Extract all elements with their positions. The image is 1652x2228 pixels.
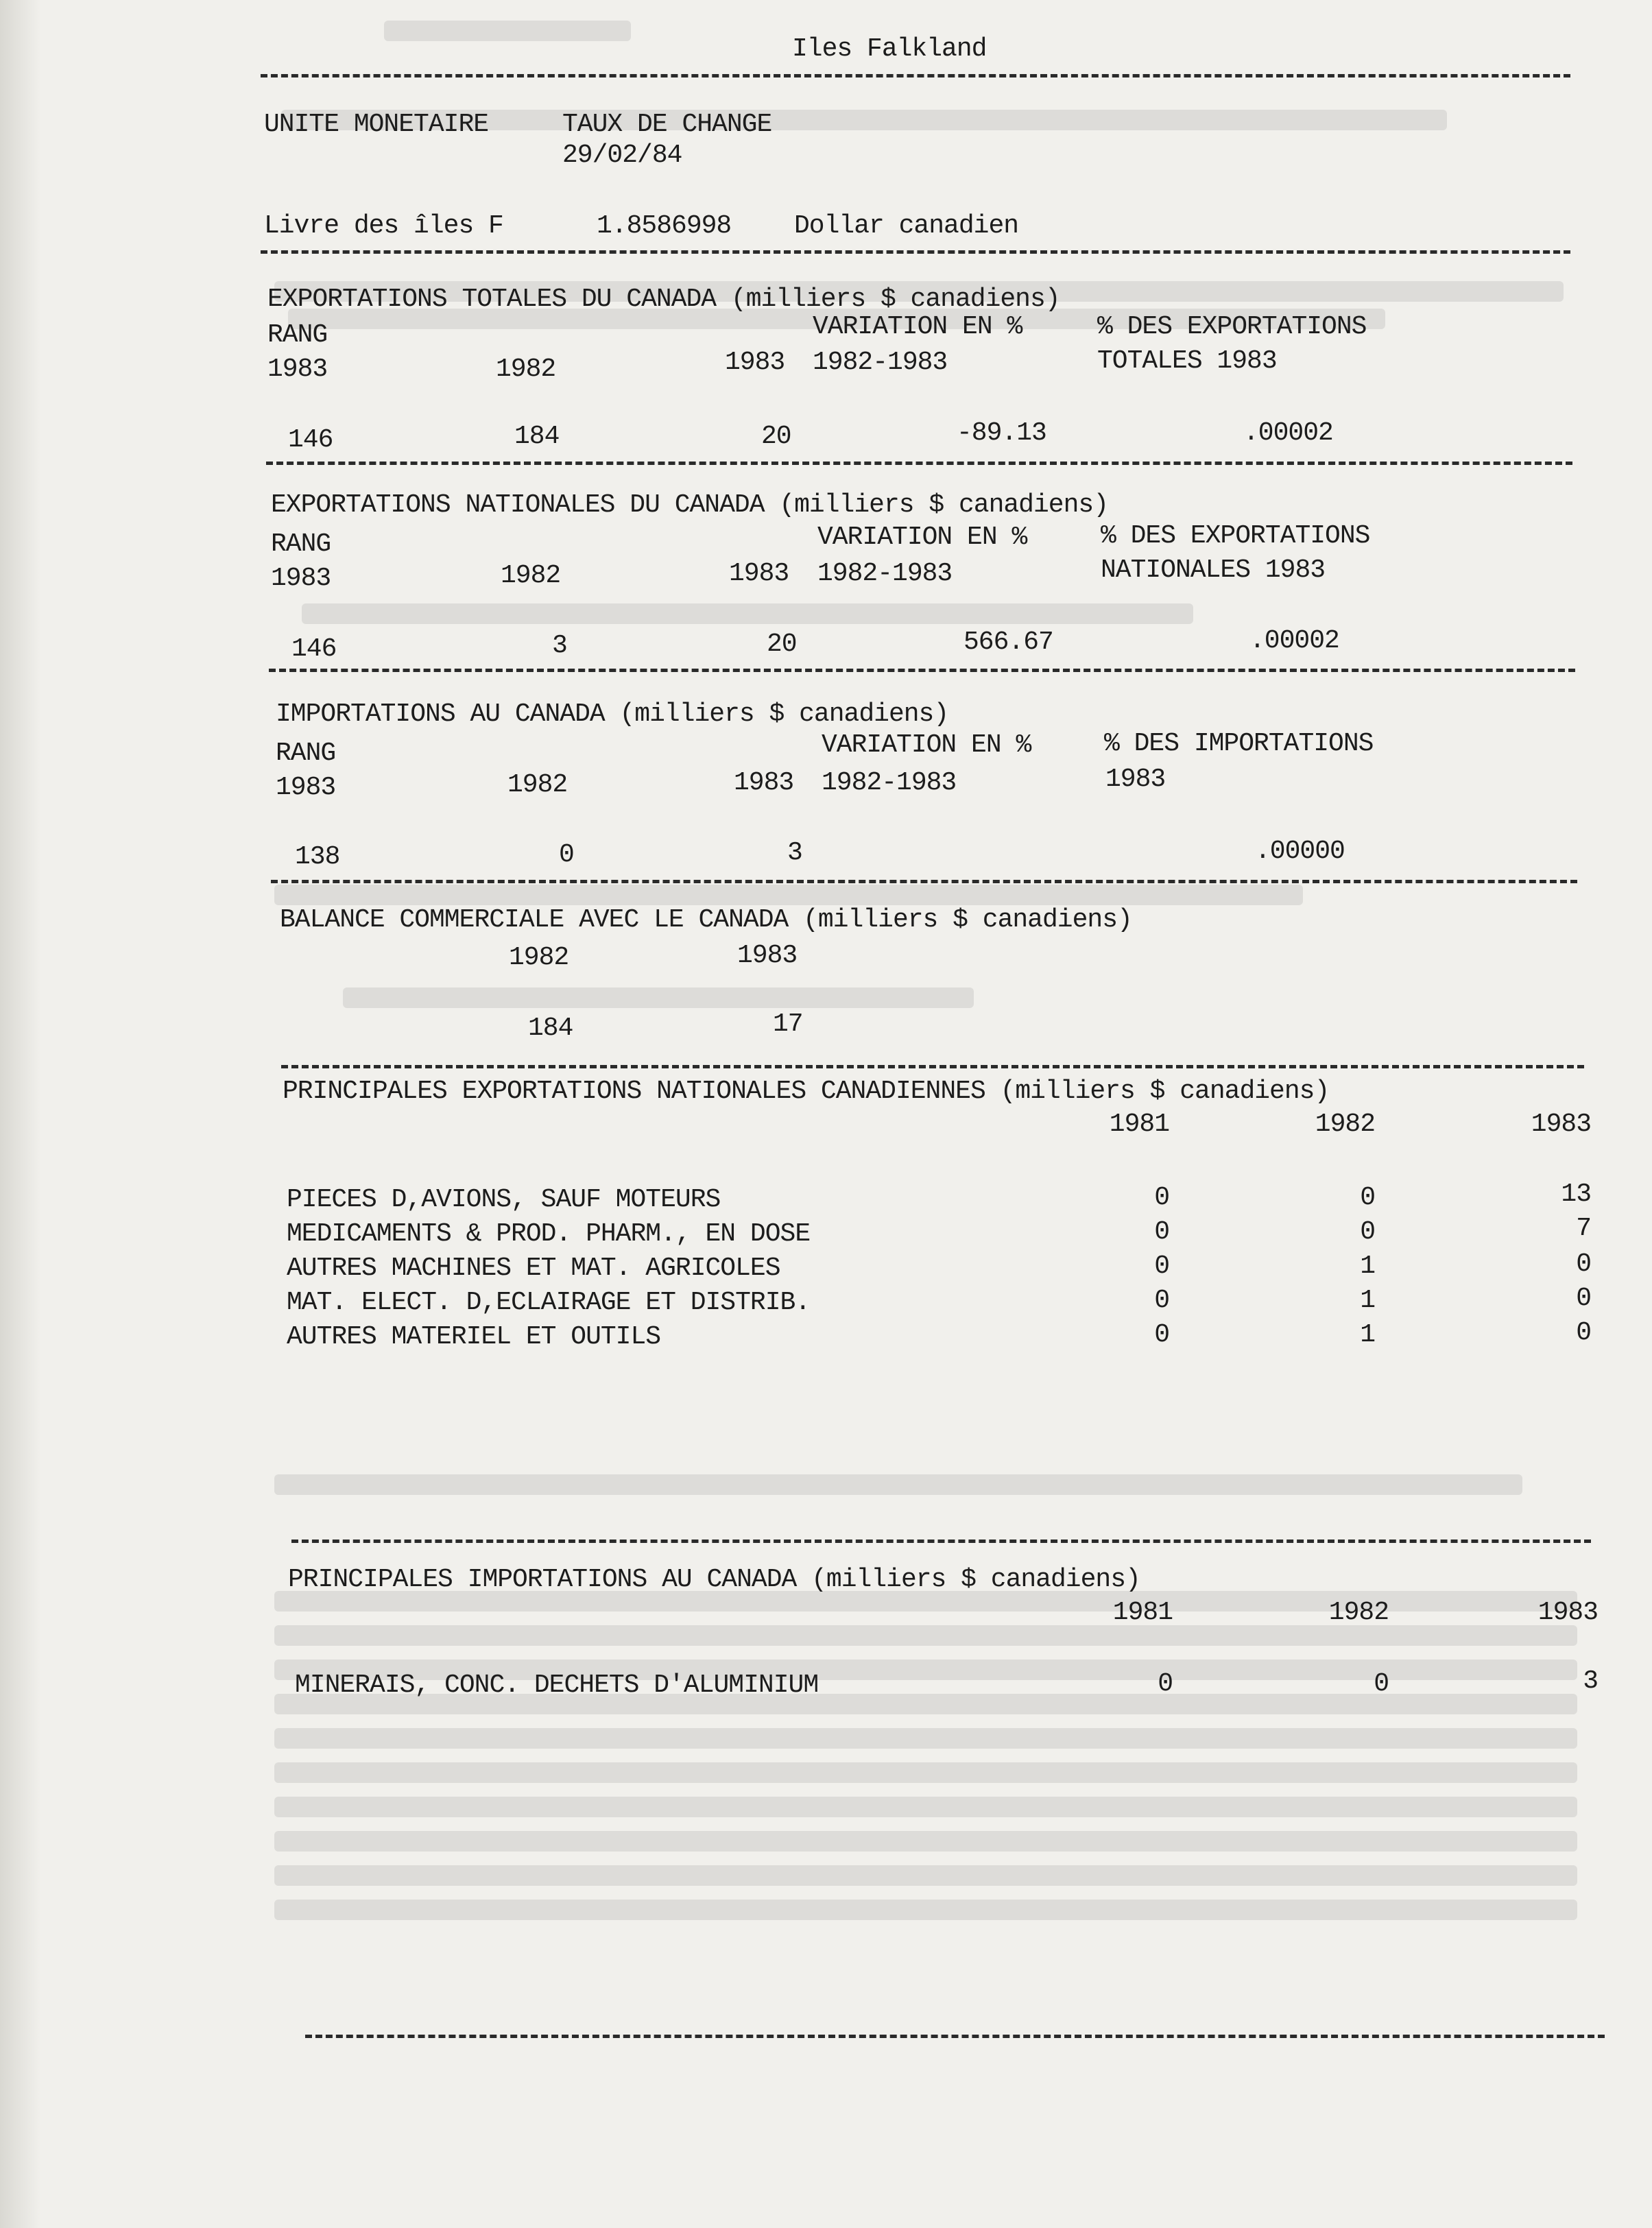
col-period: 1982-1983 <box>817 559 953 588</box>
cell-1982: 1 <box>1360 1251 1375 1281</box>
col-variation: VARIATION EN % <box>813 312 1022 342</box>
value-rang: 146 <box>288 425 333 455</box>
col-1983b: 1983 <box>725 348 785 377</box>
rule <box>261 250 1570 254</box>
cell-1982: 1 <box>1360 1320 1375 1350</box>
col-1983: 1983 <box>737 941 798 970</box>
col-period: 1982-1983 <box>813 348 948 377</box>
value-share: .00002 <box>1249 626 1339 656</box>
col-share: % DES IMPORTATIONS <box>1104 729 1374 758</box>
row-label: MAT. ELECT. D,ECLAIRAGE ET DISTRIB. <box>287 1288 811 1317</box>
year-1982: 1982 <box>1328 1598 1389 1627</box>
cell-1982: 1 <box>1360 1286 1375 1315</box>
row-label: AUTRES MACHINES ET MAT. AGRICOLES <box>287 1254 780 1283</box>
cell-1983: 3 <box>1583 1666 1598 1696</box>
cell-1981: 0 <box>1154 1217 1169 1247</box>
col-period: 1982-1983 <box>822 768 957 798</box>
section-title: BALANCE COMMERCIALE AVEC LE CANADA (milliers $ canadiens) <box>280 905 1132 935</box>
cell-1981: 0 <box>1158 1669 1173 1699</box>
value-1982: 184 <box>528 1014 573 1043</box>
rule <box>261 74 1570 77</box>
col-variation: VARIATION EN % <box>817 523 1027 552</box>
col-variation: VARIATION EN % <box>822 730 1031 760</box>
col-1983: 1983 <box>267 355 328 384</box>
value-share: .00000 <box>1255 837 1345 866</box>
value-1982: 0 <box>559 840 574 870</box>
cell-1981: 0 <box>1154 1251 1169 1281</box>
currency-rate: 1.8586998 <box>597 211 732 241</box>
col-share2: 1983 <box>1105 765 1166 794</box>
value-rang: 146 <box>291 634 337 664</box>
col-1983b: 1983 <box>729 559 789 588</box>
value-variation: 566.67 <box>963 627 1053 657</box>
row-label: PIECES D,AVIONS, SAUF MOTEURS <box>287 1185 721 1214</box>
cell-1982: 0 <box>1374 1669 1389 1699</box>
col-1982: 1982 <box>501 561 561 590</box>
year-1981: 1981 <box>1109 1110 1169 1139</box>
col-1983: 1983 <box>271 564 331 593</box>
year-1982: 1982 <box>1315 1110 1375 1139</box>
cell-1981: 0 <box>1154 1320 1169 1350</box>
value-1982: 184 <box>514 422 560 451</box>
col-share2: NATIONALES 1983 <box>1101 555 1326 585</box>
country-title: Iles Falkland <box>792 34 987 64</box>
col-share: % DES EXPORTATIONS <box>1097 312 1367 342</box>
value-1983: 17 <box>773 1009 803 1039</box>
year-1981: 1981 <box>1112 1598 1173 1627</box>
page-edge-shadow <box>0 0 41 2228</box>
section-title: PRINCIPALES IMPORTATIONS AU CANADA (milliers $ canadiens) <box>288 1565 1140 1594</box>
currency-rate-header: TAUX DE CHANGE <box>562 110 772 139</box>
value-rang: 138 <box>295 842 340 872</box>
col-share: % DES EXPORTATIONS <box>1101 521 1370 551</box>
col-share2: TOTALES 1983 <box>1097 346 1277 376</box>
col-1983b: 1983 <box>734 768 794 798</box>
rule <box>305 2035 1605 2038</box>
rule <box>281 1065 1584 1068</box>
value-share: .00002 <box>1243 418 1333 448</box>
currency-date: 29/02/84 <box>562 141 682 170</box>
row-label: AUTRES MATERIEL ET OUTILS <box>287 1322 661 1352</box>
row-label: MINERAIS, CONC. DECHETS D'ALUMINIUM <box>295 1670 819 1700</box>
cell-1982: 0 <box>1360 1217 1375 1247</box>
col-rang: RANG <box>267 320 328 350</box>
value-1982: 3 <box>552 631 567 660</box>
cell-1983: 13 <box>1561 1179 1591 1209</box>
cell-1981: 0 <box>1154 1286 1169 1315</box>
cell-1983: 7 <box>1576 1214 1591 1243</box>
currency-name: Livre des îles F <box>264 211 503 241</box>
cell-1981: 0 <box>1154 1183 1169 1212</box>
cell-1983: 0 <box>1576 1284 1591 1313</box>
col-1982: 1982 <box>507 770 568 800</box>
cell-1983: 0 <box>1576 1318 1591 1347</box>
value-1983: 20 <box>761 422 791 451</box>
col-1982: 1982 <box>496 355 556 384</box>
year-1983: 1983 <box>1537 1598 1598 1627</box>
col-rang: RANG <box>271 529 331 559</box>
year-1983: 1983 <box>1531 1110 1591 1139</box>
value-variation: -89.13 <box>957 418 1046 448</box>
value-1983: 3 <box>787 838 802 867</box>
value-1983: 20 <box>767 630 797 659</box>
currency-target: Dollar canadien <box>794 211 1019 241</box>
row-label: MEDICAMENTS & PROD. PHARM., EN DOSE <box>287 1219 811 1249</box>
col-1982: 1982 <box>509 943 569 972</box>
rule <box>266 462 1572 465</box>
section-title: EXPORTATIONS NATIONALES DU CANADA (milliers $ canadiens) <box>271 490 1109 520</box>
col-1983: 1983 <box>276 773 336 802</box>
cell-1983: 0 <box>1576 1249 1591 1279</box>
section-title: EXPORTATIONS TOTALES DU CANADA (milliers $ canadiens) <box>267 285 1060 314</box>
currency-unit-header: UNITE MONETAIRE <box>264 110 489 139</box>
section-title: IMPORTATIONS AU CANADA (milliers $ canadiens) <box>276 699 949 729</box>
rule <box>271 880 1577 883</box>
col-rang: RANG <box>276 739 336 768</box>
cell-1982: 0 <box>1360 1183 1375 1212</box>
section-title: PRINCIPALES EXPORTATIONS NATIONALES CANADIENNES (milliers $ canadiens) <box>283 1077 1330 1106</box>
rule <box>269 669 1575 672</box>
rule <box>291 1540 1591 1543</box>
